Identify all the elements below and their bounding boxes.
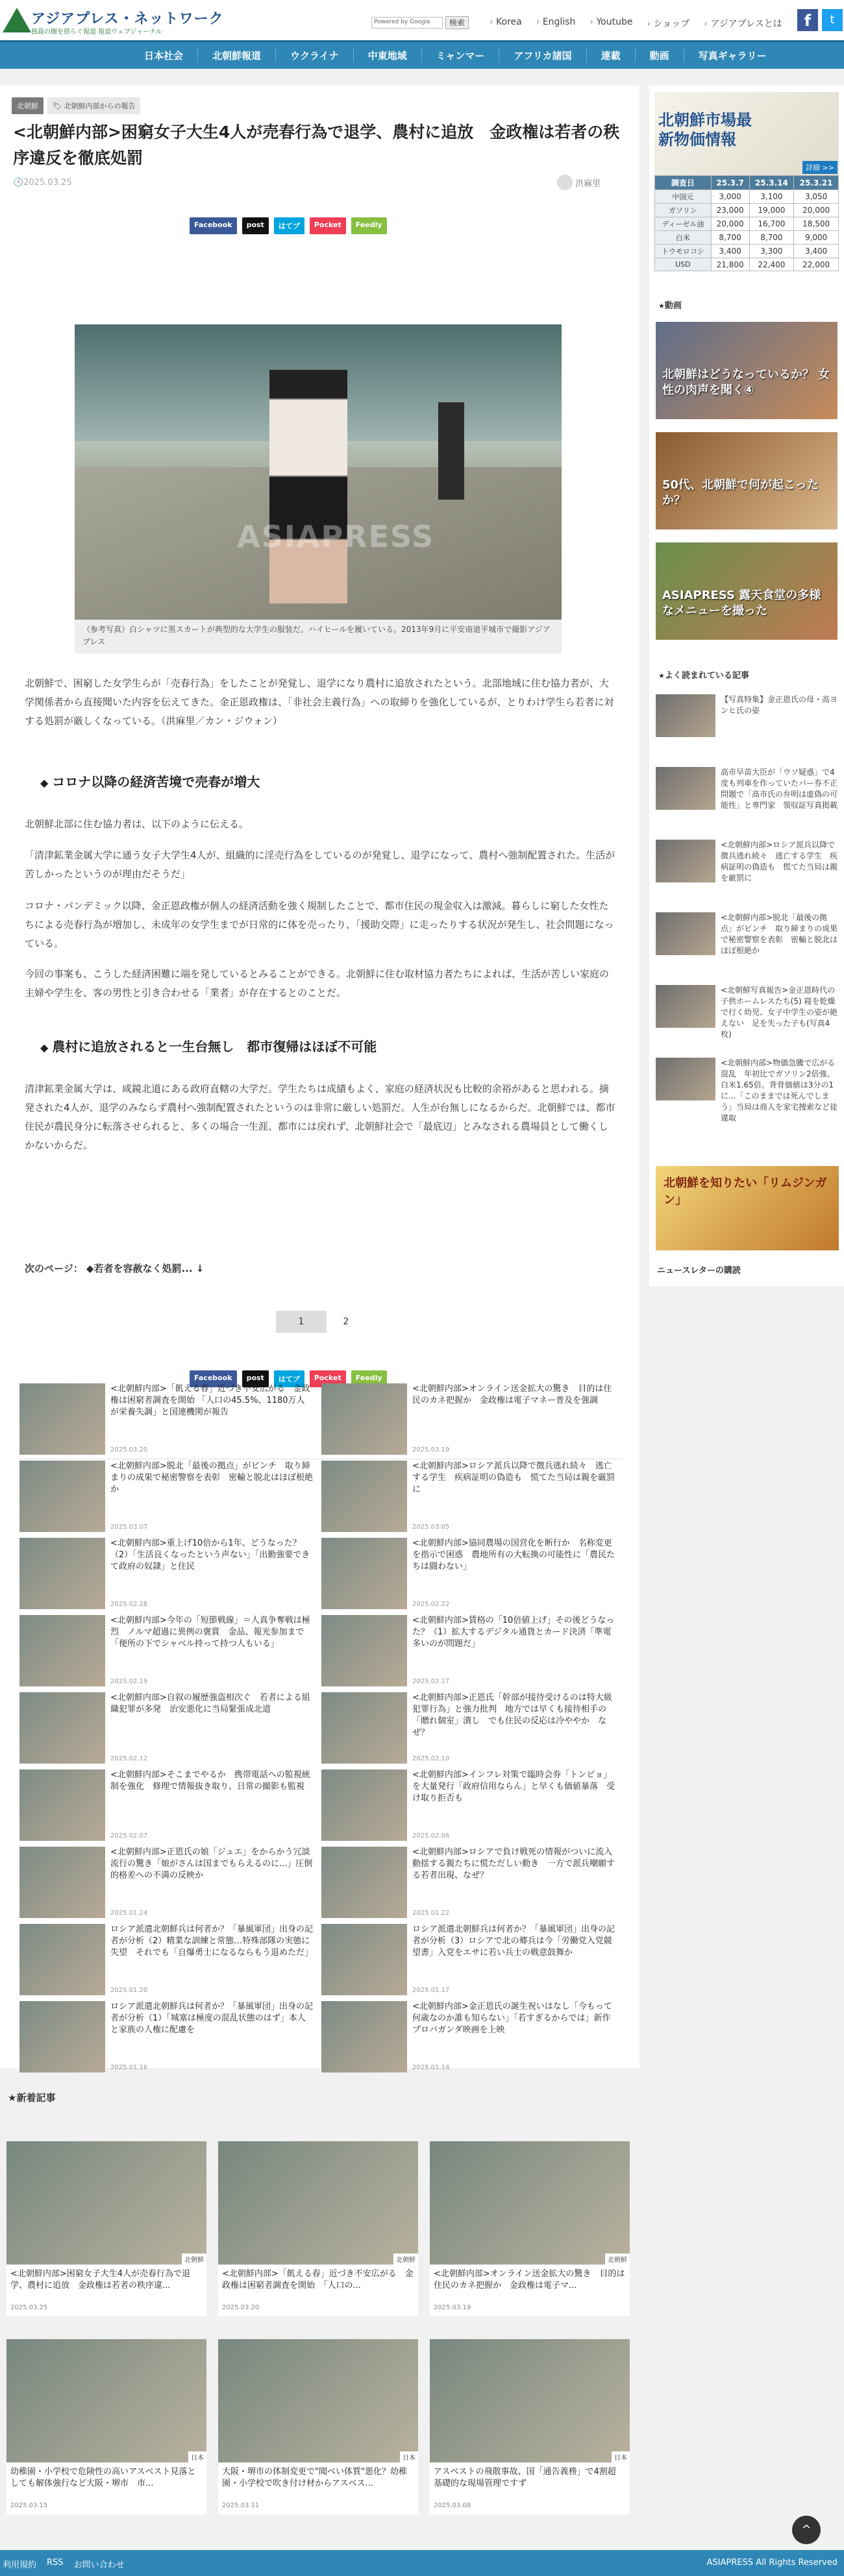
popular-item[interactable] [656, 840, 838, 885]
new-article-card[interactable] [6, 2141, 206, 2316]
nav-item-japan[interactable]: 日本社会 [130, 49, 198, 62]
article-author[interactable]: 洪麻里 [575, 179, 601, 189]
new-article-date: 2025.03.08 [434, 2502, 471, 2509]
popular-heading-label: よく読まれている記事 [664, 671, 749, 681]
related-thumb[interactable] [321, 1692, 407, 1764]
new-article-label: 北朝鮮 [605, 2254, 630, 2265]
nav-item-africa[interactable]: アフリカ諸国 [499, 49, 586, 62]
sidebar [649, 86, 844, 1286]
price-value: 20,000 [711, 217, 749, 231]
new-article-thumb[interactable] [430, 2339, 630, 2462]
price-value: 22,400 [749, 258, 794, 271]
related-item[interactable] [19, 2001, 315, 2072]
price-item-name: トウモロコシ [655, 245, 712, 258]
popular-item[interactable] [656, 985, 838, 1039]
logo-subtitle: 独裁の闇を揺らぐ報道 報道ウェブジャーナル [31, 29, 162, 36]
related-item[interactable] [19, 1383, 315, 1455]
price-table [654, 175, 839, 271]
top-link-korea[interactable]: › Korea [490, 17, 522, 30]
price-value: 23,000 [711, 204, 749, 217]
popular-heading [658, 668, 749, 681]
related-item[interactable] [321, 1615, 617, 1686]
popular-title[interactable]: <北朝鮮写真報告>金正恩時代の子供ホームレスたち(5) 寝を乾燥で行く幼児、女子中学生の姿が絶えない 足を失った子も(写真4枚) [721, 986, 838, 1039]
price-item-name: ガソリン [655, 204, 712, 217]
related-item[interactable] [321, 1461, 617, 1532]
related-date: 2025.02.22 [412, 1601, 450, 1608]
popular-thumb[interactable] [656, 694, 715, 737]
price-row [655, 231, 839, 245]
related-title[interactable]: <北朝鮮内部>今年の「短節戦線」＝人真争奪戦は極烈 ノルマ超過に異例の褒賞 金品、報光参加まで「便所の下でシャベル持って持つ人もいる」 [110, 1616, 310, 1649]
new-article-card[interactable] [218, 2339, 418, 2514]
new-article-title[interactable]: 大阪・堺市の体制変更で"聞べい体質"悪化？幼稚園・小学校で吹き付け材からアスベス... [222, 2467, 407, 2488]
article-date: 🕓2025.03.25 [13, 178, 72, 188]
related-thumb[interactable] [321, 1769, 407, 1841]
price-widget[interactable] [654, 92, 839, 267]
new-article-label: 日本 [400, 2451, 418, 2462]
related-thumb[interactable] [19, 1383, 105, 1455]
article-lead: 北朝鮮で、困窮した女学生らが「売春行為」をしたことが発覚し、退学になり農村に追放されたという。北部地域に住む協力者が、大学関係者から直接聞いた内容を伝えてきた。金正恩政権は、「非社会主義行為」への取締りを強化しているが、とりわけ学生ら若者に対する処罰が厳しくなっている。（洪麻里／カン・ジウォン） [25, 677, 614, 727]
price-value: 9,000 [794, 231, 839, 245]
price-row [655, 190, 839, 204]
price-value: 8,700 [749, 231, 794, 245]
related-date: 2025.03.19 [412, 1446, 450, 1453]
footer-link-terms[interactable]: 利用規約 [3, 2560, 37, 2570]
related-title[interactable]: <北朝鮮内部>金正恩氏の誕生祝いはなし「今もって何歳なのか誰も知らない」「若すぎるからでは」新作プロパガンダ映画を上映 [412, 2002, 612, 2035]
nav-item-ukraine[interactable]: ウクライナ [276, 49, 354, 62]
price-item-name: 白米 [655, 231, 712, 245]
related-date: 2025.02.19 [110, 1678, 148, 1685]
newsletter-heading: ニュースレターの購読 [657, 1266, 741, 1276]
related-thumb[interactable] [19, 1615, 105, 1686]
new-article-thumb[interactable] [218, 2141, 418, 2265]
share-x-button[interactable]: post [242, 1370, 269, 1387]
related-title[interactable]: <北朝鮮内部>オンライン送金拡大の驚き 目的は住民のカネ把握か 金政権は電子マネー普及を強調 [412, 1384, 612, 1405]
related-date: 2025.01.14 [412, 2064, 450, 2071]
related-item[interactable] [19, 1615, 315, 1686]
price-value: 3,100 [749, 190, 794, 204]
related-item[interactable] [19, 1692, 315, 1764]
logo-title[interactable]: アジアプレス・ネットワーク [31, 11, 224, 27]
video-thumb-3[interactable] [656, 542, 838, 640]
new-article-label: 北朝鮮 [182, 2254, 206, 2265]
price-item-name: ディーゼル油 [655, 217, 712, 231]
video-title: 北朝鮮はどうなっているか？ 女性の肉声を聞く④ [662, 368, 830, 397]
new-article-card[interactable] [218, 2141, 418, 2316]
related-thumb[interactable] [321, 1538, 407, 1609]
paragraph-4: 今回の事案も、こうした経済困難に端を発しているとみることができる。北朝鮮に住む取材協力者たちによれば、生活が苦しい家庭の主婦や学生を、客の男性と引き合わせる「業者」が存在するとのことだ。 [25, 968, 610, 999]
price-value: 3,400 [794, 245, 839, 258]
related-title[interactable]: ロシア派遣北朝鮮兵は何者か？「暴風軍団」出身の記者が分析（1）「城塞は極度の混乱状態のはず」本人と家族の人権に配慮を [110, 2002, 314, 2035]
price-value: 3,300 [749, 245, 794, 258]
share-facebook-button[interactable]: Facebook [190, 1370, 237, 1387]
price-detail-button[interactable]: 詳細 >> [802, 161, 838, 174]
tag-category-label: 北朝鮮内部からの報告 [64, 102, 136, 110]
related-title[interactable]: <北朝鮮内部>インフレ対策で臨時会券「トンピョ」を大量発行「政府信用ならん」と早くも価値暴落 受け取り拒否も [412, 1770, 615, 1803]
video-title: ASIAPRESS 露天食堂の多様なメニューを撮った [662, 589, 821, 618]
author-avatar [557, 175, 573, 190]
nav-item-video[interactable]: 動画 [636, 49, 684, 62]
related-item[interactable] [321, 1538, 617, 1609]
new-article-title[interactable]: 幼稚園・小学校で危険性の高いアスベスト見落としても解体強行など大阪・堺市 市... [10, 2467, 196, 2488]
price-row [655, 204, 839, 217]
related-thumb[interactable] [321, 1615, 407, 1686]
related-title[interactable]: <北朝鮮内部>賃格の「10倍値上げ」その後どうなった？（1）拡大するデジタル通貨とカード決済「準電多いのが問題だ」 [412, 1616, 615, 1649]
nav-item-middle-east[interactable]: 中東地域 [354, 49, 422, 62]
related-item[interactable] [321, 1769, 617, 1841]
twitter-icon[interactable]: t [822, 9, 843, 31]
popular-thumb[interactable] [656, 985, 715, 1028]
related-title[interactable]: <北朝鮮内部>そこまでやるか 携帯電話への監視統制を強化 修理で情報抜き取り、日常の撮影も監視 [110, 1770, 310, 1792]
new-article-card[interactable] [430, 2339, 630, 2514]
ad-banner[interactable]: 北朝鮮を知りたい「リムジンガン」 [656, 1166, 839, 1250]
related-date: 2025.02.12 [110, 1755, 148, 1762]
back-to-top-icon[interactable]: ^ [792, 2516, 821, 2544]
search-button[interactable]: 検索 [445, 16, 469, 29]
top-link-youtube[interactable]: › Youtube [590, 17, 632, 30]
article-date-value: 2025.03.25 [23, 178, 72, 188]
popular-item[interactable] [656, 1058, 838, 1123]
related-date: 2025.01.16 [110, 2064, 148, 2071]
top-link-shop[interactable]: › ショップ [647, 17, 689, 30]
new-article-thumb[interactable] [218, 2339, 418, 2462]
price-item-name: 中国元 [655, 190, 712, 204]
share-hatena-button[interactable]: はてブ [274, 1370, 304, 1387]
pagination [276, 1311, 358, 1333]
related-title[interactable]: <北朝鮮内部>自叙の履歴強盗相次ぐ 若者による組織犯罪が多発 治安悪化に当局緊張成北道 [110, 1693, 310, 1714]
footer-link-contact[interactable]: お問い合わせ [73, 2560, 125, 2570]
page-1[interactable]: 1 [276, 1311, 327, 1333]
price-value: 3,050 [794, 190, 839, 204]
popular-title[interactable]: 【写真特集】金正恩氏の母・高ヨンヒ氏の姿 [721, 695, 838, 715]
related-date: 2025.01.24 [110, 1910, 148, 1917]
top-link-english[interactable]: › English [536, 17, 576, 30]
paragraph-1: 北朝鮮北部に住む協力者は、以下のように伝える。 [25, 818, 249, 830]
popular-title[interactable]: <北朝鮮内部>物価急騰で広がる混乱 年初比でガソリン2倍強、白米1.65倍。背骨価値は3分の1に...「このままでは死んでしまう」当局は商人を家宅捜索など徒違取 [721, 1058, 838, 1123]
new-article-date: 2025.03.25 [10, 2304, 48, 2311]
paragraph-3: コロナ・パンデミック以降、金正恩政権が個人の経済活動を強く規制したことで、都市住民の現金収入は激減。暮らしに窮した女性たちによる売春行為が増加し、未成年の女学生までが日常的に体を売ったり、「援助交際」に走ったりする状況が発生し、社会問題になっている。 [25, 900, 614, 949]
new-article-thumb[interactable] [6, 2141, 206, 2265]
hero-caption: （参考写真）白シャツに黒スカートが典型的な大学生の服装だ。ハイヒールを履いている。2013年9月に平安南道平城市で撮影アジアプレス [75, 620, 562, 653]
share-feedly-button[interactable]: Feedly [351, 1370, 387, 1387]
related-date: 2025.02.06 [412, 1832, 450, 1840]
related-thumb[interactable] [19, 1538, 105, 1609]
video-heading-label: 動画 [664, 301, 682, 311]
price-value: 20,000 [794, 204, 839, 217]
new-article-date: 2025.03.15 [10, 2502, 48, 2509]
related-thumb[interactable] [19, 1924, 105, 1995]
popular-item[interactable] [656, 694, 838, 740]
price-header-cell: 25.3.21 [794, 176, 839, 190]
related-date: 2025.02.07 [110, 1832, 148, 1840]
price-row [655, 258, 839, 271]
section-heading-1: ◆ コロナ以降の経済苦境で売春が増大 [40, 772, 260, 790]
popular-thumb[interactable] [656, 767, 715, 810]
footer-copyright: ASIAPRESS All Rights Reserved [706, 2558, 838, 2568]
related-date: 2025.01.20 [110, 1987, 148, 1994]
related-thumb[interactable] [321, 1461, 407, 1532]
related-title[interactable]: <北朝鮮内部>正恩氏「幹部が接待受けるのは特大級犯罪行為」と強力批判 地方では早くも接待相手の「贈れ個室」潰し でも住民の反応は冷ややか なぜ？ [412, 1693, 612, 1738]
related-thumb[interactable] [19, 1847, 105, 1918]
popular-title[interactable]: 高市早苗大臣が「ウソ疑惑」で4度も列車を作っていたバー券不正問題で「高市氏の弁明は虚偽の可能性」と専門家 領収証写真掲載 [721, 768, 838, 810]
related-thumb[interactable] [19, 1769, 105, 1841]
new-article-title[interactable]: <北朝鮮内部>「飢える春」近づき不安広がる 金政権は困窮者調査を開始 「人口の... [222, 2269, 414, 2290]
new-articles-heading-label: 新着記事 [16, 2092, 56, 2104]
page-2[interactable]: 2 [334, 1311, 358, 1333]
video-heading [658, 298, 682, 311]
related-title[interactable]: <北朝鮮内部>協同農場の国営化を断行か 名称変更を指示で困惑 農地所有の大転換の可能性に「農民たちは闘わない」 [412, 1538, 615, 1572]
price-value: 3,000 [711, 190, 749, 204]
new-article-title[interactable]: <北朝鮮内部>オンライン送金拡大の驚き 目的は住民のカネ把握か 金政権は電子マ... [434, 2269, 625, 2290]
site-footer [0, 2550, 844, 2576]
related-title[interactable]: <北朝鮮内部>重上げ10倍から1年、どうなった？（2）「生活良くなったという声ない」「出勤強要できて政府の奴隷」と住民 [110, 1538, 310, 1572]
related-thumb[interactable] [321, 1924, 407, 1995]
price-value: 3,400 [711, 245, 749, 258]
price-value: 21,800 [711, 258, 749, 271]
share-pocket-button[interactable]: Pocket [310, 1370, 346, 1387]
next-page-link[interactable]: 次のページ： ◆若者を容赦なく処罰... ↓ [25, 1263, 205, 1274]
top-links [490, 17, 782, 30]
search-input[interactable]: Powered by Google [371, 17, 443, 29]
related-thumb[interactable] [321, 1383, 407, 1455]
related-thumb[interactable] [19, 1692, 105, 1764]
popular-title[interactable]: <北朝鮮内部>ロシア派兵以降で徴兵逃れ続々 逃亡する学生 疾病証明の偽造も 慌てた当局は親を厳罰に [721, 840, 838, 882]
related-date: 2025.02.17 [412, 1678, 450, 1685]
price-item-name: USD [655, 258, 712, 271]
popular-thumb[interactable] [656, 1058, 715, 1100]
video-thumb-2[interactable] [656, 432, 838, 529]
article-title: <北朝鮮内部>困窮女子大生4人が売春行為で退学、農村に追放 金政権は若者の秩序違反を徹底処罰 [13, 123, 620, 167]
related-thumb[interactable] [19, 1461, 105, 1532]
site-header [0, 0, 844, 40]
price-title: 北朝鮮市場最新物価情報 [658, 111, 752, 149]
related-title[interactable]: <北朝鮮内部>「飢える春」近づき不安広がる 金政権は困窮者調査を開始 「人口の45.5%、1180万人が栄養失調」と国連機関が報告 [110, 1384, 310, 1417]
related-thumb[interactable] [321, 1847, 407, 1918]
paragraph-2: 「清津鉱業金属大学に通う女子大学生4人が、組織的に淫売行為をしているのが発覚し、退学になって、農村へ強制配置された。生活が苦しかったというのが理由だそうだ」 [25, 849, 615, 880]
video-thumb-1[interactable] [656, 322, 838, 419]
new-article-label: 北朝鮮 [393, 2254, 418, 2265]
new-articles-heading: ★新着記事 [8, 2092, 56, 2104]
paragraph-5: 清津鉱業金属大学は、咸鏡北道にある政府直轄の大学だ。学生たちは成績もよく、家庭の経済状況も比較的余裕があると思われる。摘発された4人が、退学のみならず農村へ強制配置されたというのは非常に厳しい処罰だ。人生が台無しになるからだ。北朝鮮では、都市住民が農民身分に転落させられると、多くの場合一生涯、都市には戻れず、北朝鮮社会で「最底辺」とみなされる農場員として働くしかないからだ。 [25, 1083, 615, 1151]
price-row [655, 217, 839, 231]
related-item[interactable] [19, 1924, 315, 1995]
new-article-title[interactable]: アスベストの飛散事故、国「通告義務」で4割超 基礎的な現場管理ですず [434, 2467, 625, 2488]
related-date: 2025.03.05 [412, 1524, 450, 1531]
new-article-date: 2025.03.20 [222, 2304, 260, 2311]
share-pocket-button[interactable]: Pocket [310, 217, 346, 234]
price-value: 19,000 [749, 204, 794, 217]
price-header-row [655, 176, 839, 190]
related-title[interactable]: <北朝鮮内部>正恩氏の娘「ジュエ」をからかう冗談流行の驚き「娘がさんは国までもらえるのに...」圧倒的格差への不満の反映か [110, 1847, 313, 1880]
share-x-button[interactable]: post [242, 217, 269, 234]
related-item[interactable] [321, 1383, 617, 1455]
related-item[interactable] [19, 1538, 315, 1609]
top-link-about[interactable]: › アジアプレスとは [704, 17, 782, 30]
new-article-thumb[interactable] [430, 2141, 630, 2265]
related-thumb[interactable] [19, 2001, 105, 2072]
nav-item-series[interactable]: 連載 [587, 49, 636, 62]
related-item[interactable] [321, 1924, 617, 1995]
main-content [0, 86, 639, 2071]
article-tags [12, 97, 144, 114]
popular-thumb[interactable] [656, 840, 715, 882]
related-title[interactable]: <北朝鮮内部>脱北「最後の拠点」がピンチ 取り締まりの成果で秘密警察を表彰 密輸と脱北はほぼ根絶か [110, 1461, 314, 1494]
share-feedly-button[interactable]: Feedly [351, 217, 387, 234]
new-article-label: 日本 [188, 2451, 206, 2462]
related-date: 2025.01.22 [412, 1910, 450, 1917]
related-item[interactable] [19, 1769, 315, 1841]
related-title[interactable]: <北朝鮮内部>ロシアで負け戦死の情報がついに流入 動揺する親たちに慌ただしい動き 一方で派兵嘲願する若者出現、なぜ？ [412, 1847, 621, 1880]
new-article-title[interactable]: <北朝鮮内部>困窮女子大生4人が売春行為で退学、農村に追放 金政権は若者の秩序違... [10, 2269, 191, 2290]
price-row [655, 245, 839, 258]
facebook-icon[interactable]: f [797, 9, 818, 31]
price-value: 22,000 [794, 258, 839, 271]
nav-item-gallery[interactable]: 写真ギャラリー [698, 50, 767, 62]
section-heading-2: ◆ 農村に追放されると一生台無し 都市復帰はほぼ不可能 [40, 1036, 377, 1055]
logo-icon[interactable] [3, 8, 31, 32]
popular-item[interactable] [656, 912, 838, 958]
new-article-date: 2025.03.11 [222, 2502, 260, 2509]
popular-item[interactable] [656, 767, 838, 812]
related-title[interactable]: ロシア派遣北朝鮮兵は何者か？「暴風軍団」出身の記者が分析（3）ロシアで北の郷兵は今「労働党入党競望書」入党をエサに若い兵士の戦意鼓舞か [412, 1925, 615, 1958]
nav-item-myanmar[interactable]: ミャンマー [422, 49, 500, 62]
share-facebook-button[interactable]: Facebook [190, 217, 237, 234]
related-date: 2025.02.10 [412, 1755, 450, 1762]
photo-watermark: ASIAPRESS [237, 519, 435, 554]
new-article-card[interactable] [6, 2339, 206, 2514]
related-date: 2025.03.20 [110, 1446, 148, 1453]
related-item[interactable] [19, 1461, 315, 1532]
price-value: 18,500 [794, 217, 839, 231]
related-item[interactable] [321, 2001, 617, 2072]
price-header-cell: 調査日 [655, 176, 712, 190]
new-article-date: 2025.03.19 [434, 2304, 471, 2311]
new-article-card[interactable] [430, 2141, 630, 2316]
related-title[interactable]: <北朝鮮内部>ロシア派兵以降で徴兵逃れ続々 逃亡する学生 疾病証明の偽造も 慌てた当局は親を厳罰に [412, 1461, 615, 1494]
related-item[interactable] [321, 1847, 621, 1918]
new-article-label: 日本 [612, 2451, 630, 2462]
related-date: 2025.03.07 [110, 1524, 148, 1531]
related-date: 2025.02.28 [110, 1601, 148, 1608]
price-header-cell: 25.3.7 [711, 176, 749, 190]
share-hatena-button[interactable]: はてブ [274, 217, 304, 234]
price-value: 16,700 [749, 217, 794, 231]
popular-title[interactable]: <北朝鮮内部>脱北「最後の拠点」がピンチ 取り締まりの成果で秘密警察を表彰 密輸と脱北はほぼ根絶か [721, 913, 838, 955]
price-header-cell: 25.3.14 [749, 176, 794, 190]
popular-thumb[interactable] [656, 912, 715, 955]
related-item[interactable] [321, 1692, 617, 1764]
tag-region[interactable]: 北朝鮮 [12, 97, 43, 114]
related-title[interactable]: ロシア派遣北朝鮮兵は何者か？「暴風軍団」出身の記者が分析（2）精業な訓練と常態…特殊部隊の実態に失望 それでも「自爆勇士になるならもう退めただ」 [110, 1925, 314, 1958]
share-buttons-top [190, 217, 387, 234]
related-item[interactable] [19, 1847, 315, 1918]
tag-category[interactable]: 🏷 北朝鮮内部からの報告 [47, 97, 140, 114]
main-nav [0, 40, 844, 69]
price-value: 8,700 [711, 231, 749, 245]
video-title: 50代、北朝鮮で何が起こったか？ [662, 478, 819, 507]
new-article-thumb[interactable] [6, 2339, 206, 2462]
related-thumb[interactable] [321, 2001, 407, 2072]
footer-link-rss[interactable]: RSS [47, 2558, 64, 2568]
related-date: 2025.01.17 [412, 1987, 450, 1994]
hero-photo [75, 324, 562, 620]
nav-item-north-korea[interactable]: 北朝鮮報道 [198, 49, 276, 62]
